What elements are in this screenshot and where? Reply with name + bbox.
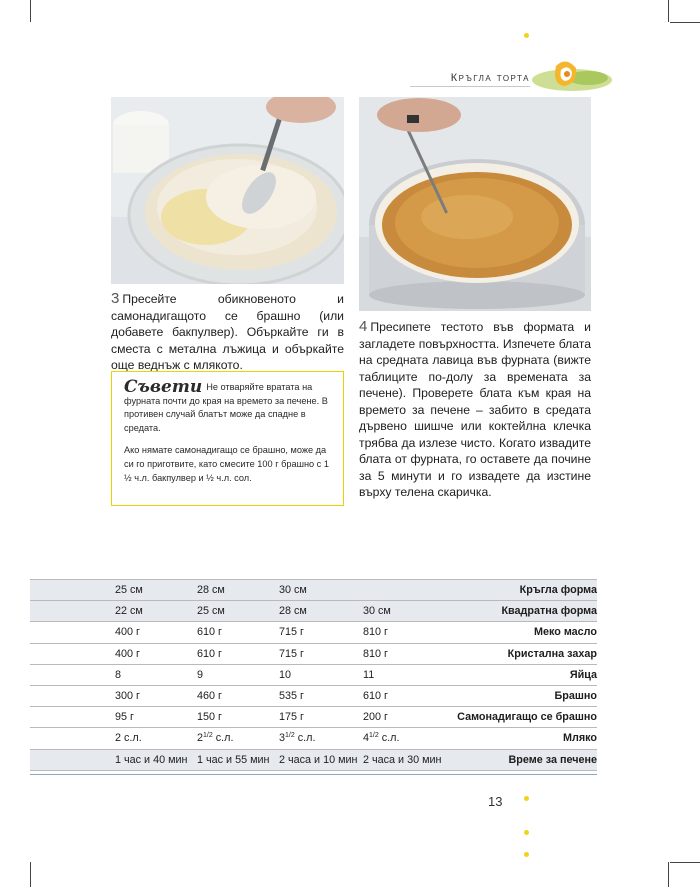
table-row-label: Самонадигащо се брашно	[447, 707, 597, 728]
decorative-dot	[524, 830, 529, 835]
table-row-label: Време за печене	[447, 749, 597, 770]
table-cell: 10	[279, 664, 363, 685]
table-cell: 610 г	[363, 685, 447, 706]
decorative-dot	[524, 796, 529, 801]
step-3-text	[111, 291, 344, 374]
table-row-label: Брашно	[447, 685, 597, 706]
table-cell: 28 см	[197, 580, 279, 601]
table-cell: 460 г	[197, 685, 279, 706]
table-cell: 300 г	[115, 685, 197, 706]
table-cell: 175 г	[279, 707, 363, 728]
table-cell: 400 г	[115, 622, 197, 643]
header-rule	[410, 86, 530, 87]
decorative-dot	[524, 852, 529, 857]
crop-mark	[30, 0, 31, 22]
table-cell: 25 см	[197, 601, 279, 622]
table-row	[30, 643, 597, 664]
page-number: 13	[488, 794, 503, 809]
table-row-label: Кръгла форма	[447, 580, 597, 601]
table-cell: 95 г	[115, 707, 197, 728]
section-title: Кръгла торта	[450, 72, 530, 84]
table-cell: 610 г	[197, 643, 279, 664]
table-cell: 810 г	[363, 643, 447, 664]
cake-slice-logo-icon	[528, 54, 614, 98]
table-cell: 200 г	[363, 707, 447, 728]
table-cell: 1 час и 40 мин	[115, 749, 197, 770]
table-cell: 810 г	[363, 622, 447, 643]
table-row	[30, 749, 597, 770]
table-cell: 150 г	[197, 707, 279, 728]
crop-mark	[668, 0, 669, 22]
table-rule	[30, 774, 597, 775]
tips-box	[111, 371, 344, 506]
decorative-dot	[524, 33, 529, 38]
step-number: 4	[359, 318, 368, 335]
crop-mark	[670, 862, 700, 863]
step-description: Пресейте обикновеното и самонадигащото се брашно (или добавете бакпулвер). Объркайте ги в сместа с метална лъжица и объркайте още веднъж с млякото.	[111, 292, 344, 372]
table-row	[30, 728, 597, 749]
table-cell: 2 часа и 30 мин	[363, 749, 447, 770]
table-row	[30, 664, 597, 685]
table-cell: 28 см	[279, 601, 363, 622]
table-row-label: Меко масло	[447, 622, 597, 643]
step-description: Пресипете тестото във формата и загладете повърхността. Изпечете блата на средната лавица във фурната (вижте таблиците по-долу за времената за печене). Проверете блата към края на времето за печене – забито в средата дървено шишче или коктейлна клечка трябва да излезе чисто. Когато извадите блата от фурната, го оставете да почине за 5 минути и го извадете да изстине върху телена скаричка.	[359, 320, 591, 499]
photo-mixing-flour	[111, 97, 344, 284]
table-cell: 715 г	[279, 643, 363, 664]
table-row-label: Яйца	[447, 664, 597, 685]
table-cell: 9	[197, 664, 279, 685]
table-cell: 22 см	[115, 601, 197, 622]
table-cell: 11	[363, 664, 447, 685]
tips-paragraph: Ако нямате самонадигащо се брашно, може да си го приготвите, като смесите 100 г брашно с 1 ½ ч.л. бакпулвер и ½ ч.л. сол.	[124, 445, 329, 483]
crop-mark	[30, 862, 31, 887]
table-row	[30, 707, 597, 728]
tips-paragraph: Не отваряйте вратата на фурната почти до края на времето за печене. В противен случай блатът може да спадне в средата.	[124, 382, 328, 433]
table-cell: 715 г	[279, 622, 363, 643]
table-row-label: Мляко	[447, 728, 597, 749]
table-cell: 1 час и 55 мин	[197, 749, 279, 770]
crop-mark	[668, 862, 669, 887]
table-row	[30, 580, 597, 601]
baking-conversion-table	[30, 579, 597, 771]
table-cell: 610 г	[197, 622, 279, 643]
photo-cake-in-pan	[359, 97, 591, 311]
table-cell	[363, 580, 447, 601]
table-cell: 400 г	[115, 643, 197, 664]
step-4-text	[359, 319, 591, 501]
table-row-label: Квадратна форма	[447, 601, 597, 622]
table-cell: 2 с.л.	[115, 728, 197, 749]
table-cell: $3^{1/2}$ с.л.	[279, 728, 363, 749]
table-row	[30, 685, 597, 706]
table-cell: 2 часа и 10 мин	[279, 749, 363, 770]
table-cell: 30 см	[363, 601, 447, 622]
table-cell: 535 г	[279, 685, 363, 706]
crop-mark	[670, 22, 700, 23]
step-number: 3	[111, 290, 120, 307]
table-row	[30, 601, 597, 622]
table-cell: 30 см	[279, 580, 363, 601]
table-cell: 25 см	[115, 580, 197, 601]
table-row	[30, 622, 597, 643]
table-cell: 8	[115, 664, 197, 685]
table-cell: $2^{1/2}$ с.л.	[197, 728, 279, 749]
table-cell: $4^{1/2}$ с.л.	[363, 728, 447, 749]
table-row-label: Кристална захар	[447, 643, 597, 664]
tips-heading: Съвети	[124, 377, 203, 397]
